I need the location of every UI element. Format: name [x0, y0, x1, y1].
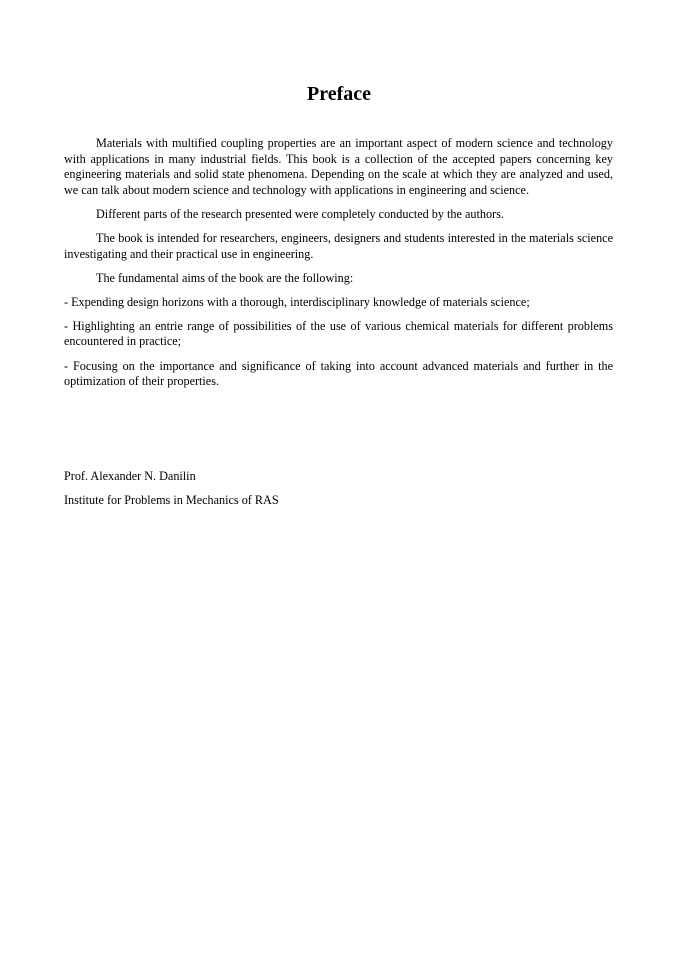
paragraph-intro: Materials with multified coupling properties are an important aspect of modern science and technology with applications in many industrial fields. This book is a collection of the accepted papers concerning key engineering materials and solid state phenomena. Depending on the scale at which they are analyzed and used, we can talk about modern science and technology with applications in engineering and science. — [64, 136, 613, 197]
paragraph-aims-intro: The fundamental aims of the book are the following: — [96, 270, 354, 285]
signature-name: Prof. Alexander N. Danilin — [64, 469, 196, 483]
paragraph-research: Different parts of the research presented were completely conducted by the authors. — [96, 206, 504, 221]
signature-block — [64, 469, 613, 517]
aim-item: - Highlighting an entrie range of possibilities of the use of various chemical materials for different problems encountered in practice; — [64, 318, 613, 349]
preface-body — [64, 136, 613, 398]
signature-institution: Institute for Problems in Mechanics of RAS — [64, 493, 279, 508]
aim-item: - Expending design horizons with a thorough, interdisciplinary knowledge of materials science; — [64, 294, 530, 309]
paragraph-audience: The book is intended for researchers, engineers, designers and students interested in the materials science investigating and their practical use in engineering. — [64, 230, 613, 261]
aim-item: - Focusing on the importance and significance of taking into account advanced materials and further in the optimization of their properties. — [64, 358, 613, 389]
page-title: Preface — [306, 83, 372, 105]
